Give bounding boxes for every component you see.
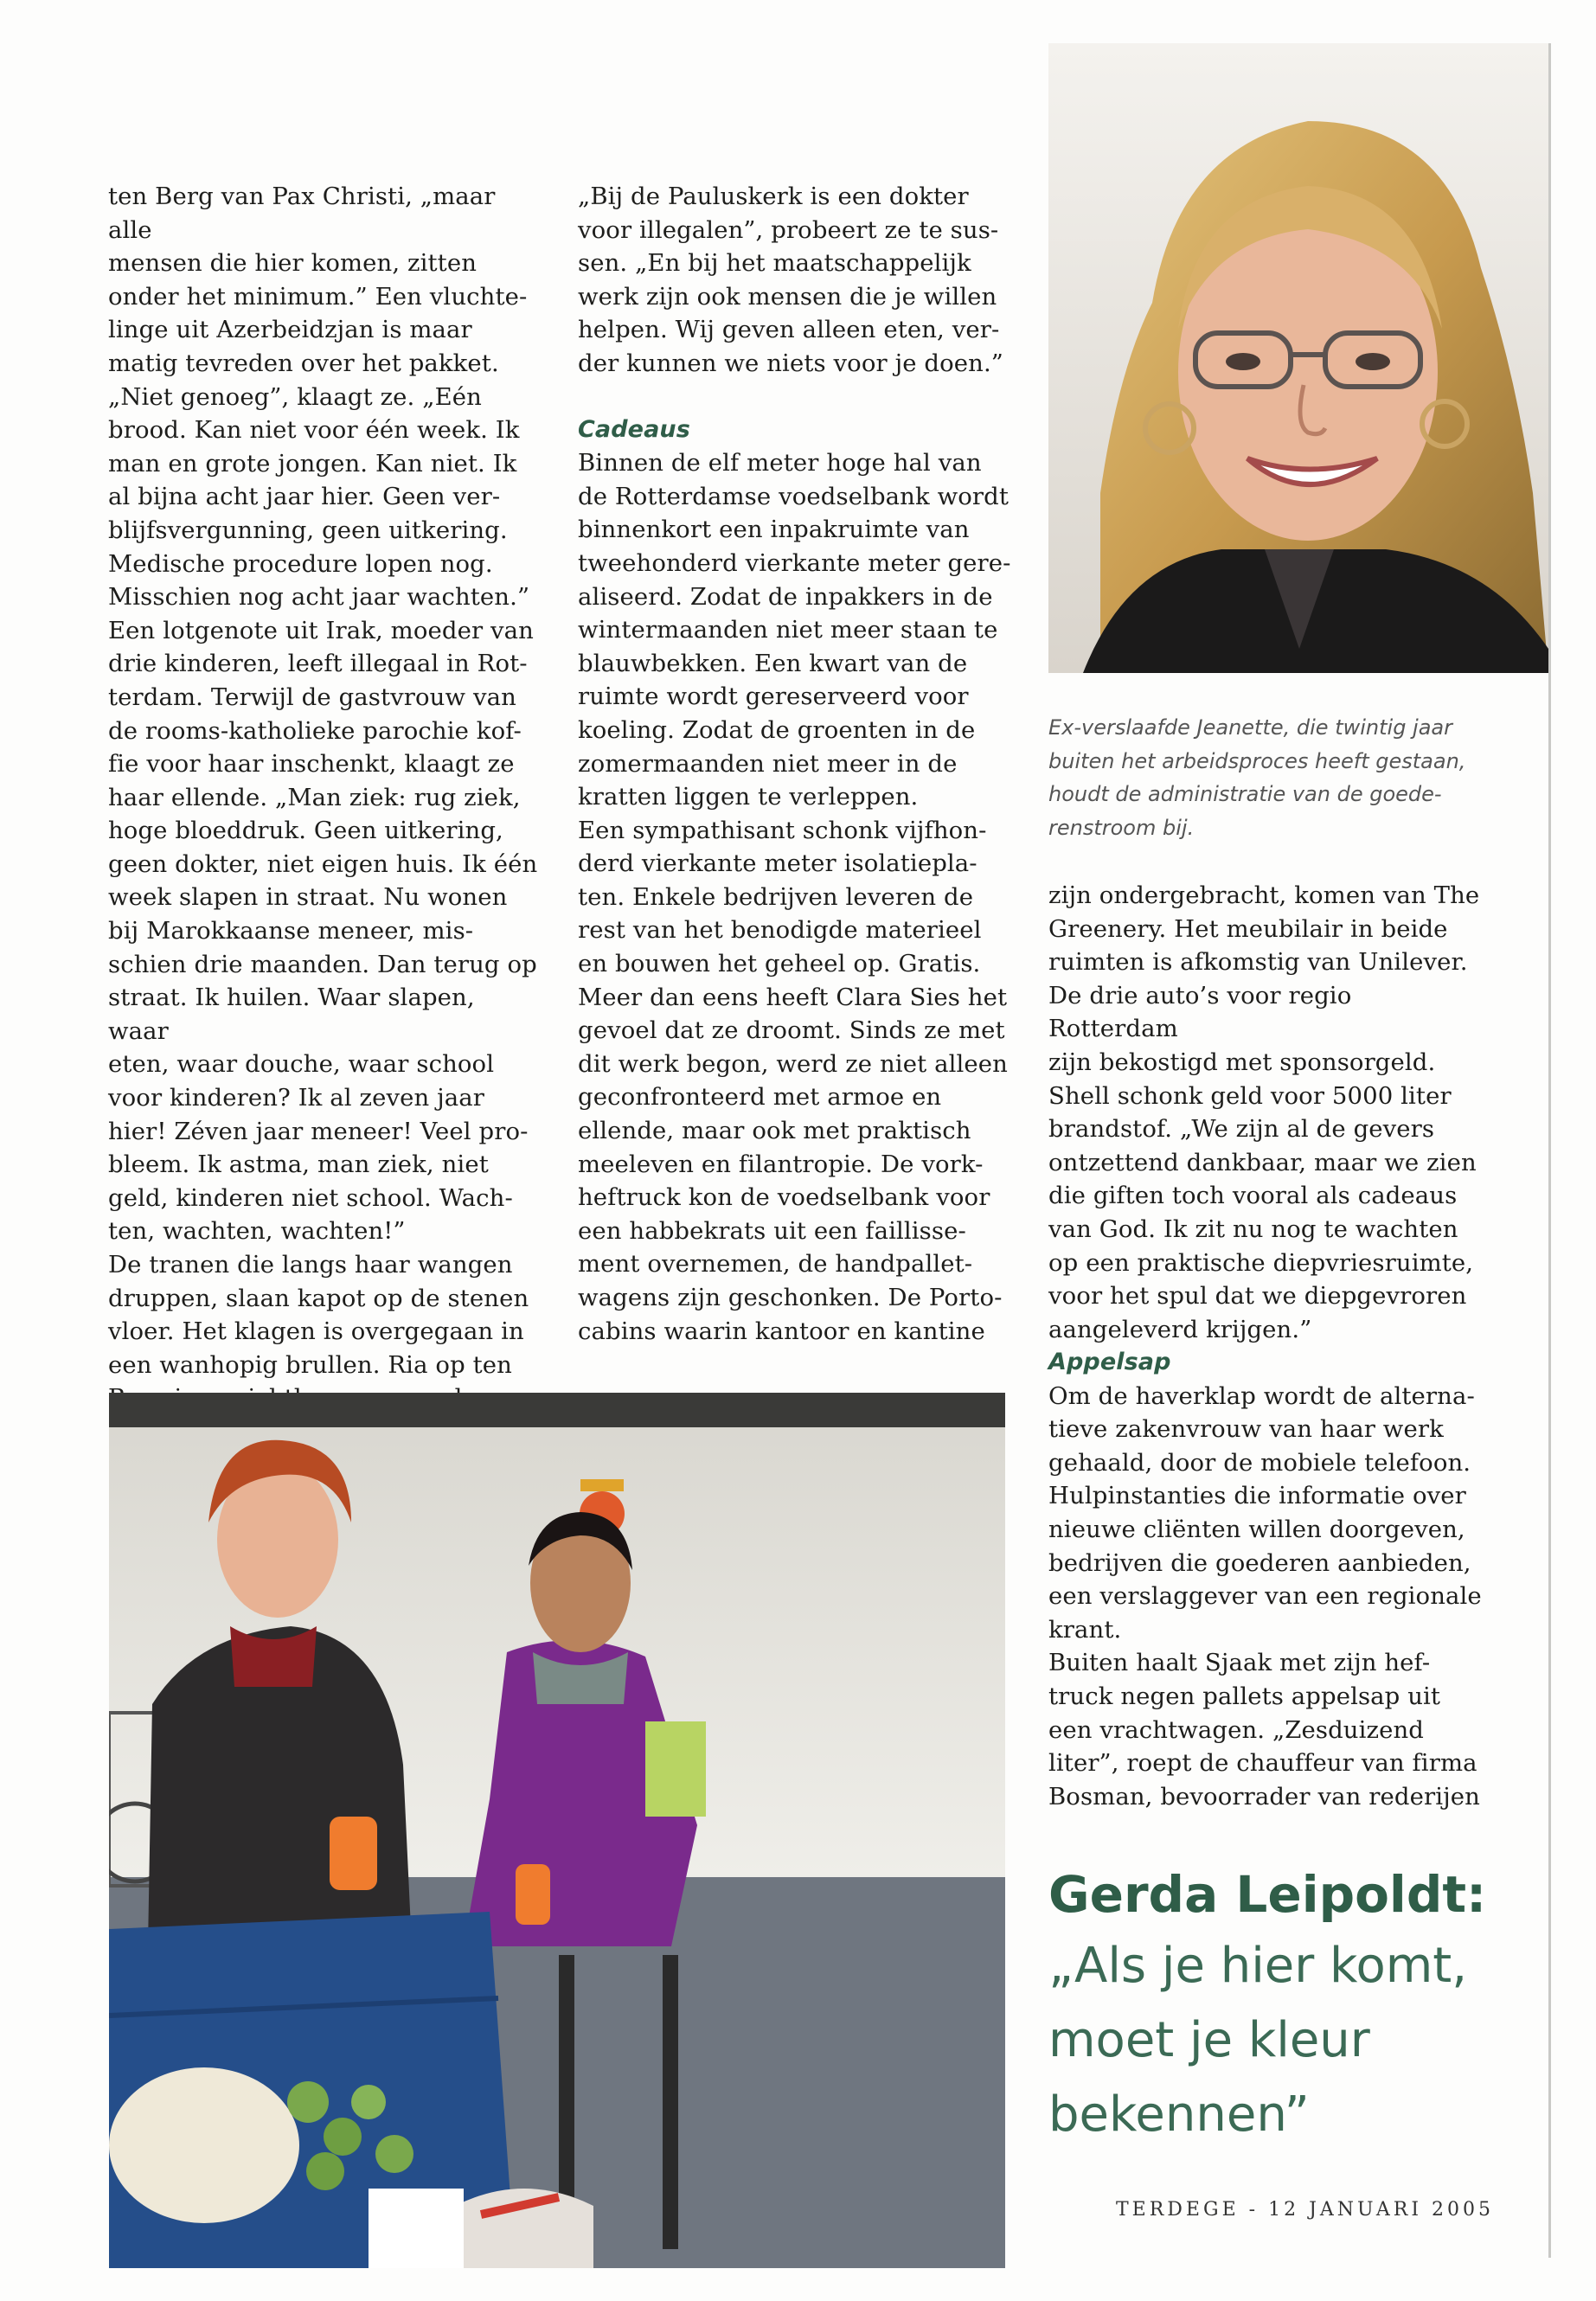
text-line: en bouwen het geheel op. Gratis. bbox=[578, 950, 981, 978]
text-line: De drie auto’s voor regio Rotterdam bbox=[1048, 981, 1352, 1043]
text-line: ellende, maar ook met praktisch bbox=[578, 1117, 971, 1145]
text-line: „Niet genoeg”, klaagt ze. „Eén bbox=[108, 382, 482, 411]
text-line: straat. Ik huilen. Waar slapen, waar bbox=[108, 984, 475, 1045]
photo-caption bbox=[1048, 711, 1516, 844]
text-line: van God. Ik zit nu nog te wachten bbox=[1048, 1215, 1458, 1243]
text-line: „Bij de Pauluskerk is een dokter bbox=[578, 183, 969, 210]
article-column-1 bbox=[108, 180, 541, 1415]
text-line: cabins waarin kantoor en kantine bbox=[578, 1317, 985, 1345]
text-line: Meer dan eens heeft Clara Sies het bbox=[578, 983, 1008, 1011]
text-line: die giften toch vooral als cadeaus bbox=[1048, 1182, 1458, 1210]
text-line: dit werk begon, werd ze niet alleen bbox=[578, 1049, 1008, 1078]
text-line: zomermaanden niet meer in de bbox=[578, 749, 958, 778]
text-line: Om de haverklap wordt de alterna- bbox=[1048, 1381, 1475, 1410]
text-line: Bosman, bevoorrader van rederijen bbox=[1048, 1782, 1480, 1811]
text-line: eten, waar douche, waar school bbox=[108, 1050, 495, 1079]
text-line: De tranen die langs haar wangen bbox=[108, 1251, 513, 1279]
text-line: ment overnemen, de handpallet- bbox=[578, 1250, 973, 1279]
text-line: een vrachtwagen. „Zesduizend bbox=[1048, 1715, 1424, 1744]
text-line: mensen die hier komen, zitten bbox=[108, 249, 478, 278]
text-line: ten, wachten, wachten!” bbox=[108, 1217, 406, 1246]
text-line: geconfronteerd met armoe en bbox=[578, 1083, 942, 1112]
text-line: ten Berg van Pax Christi, „maar alle bbox=[108, 183, 496, 244]
text-line: voor kinderen? Ik al zeven jaar bbox=[108, 1084, 484, 1112]
text-line: binnenkort een inpakruimte van bbox=[578, 516, 970, 544]
text-line: wagens zijn geschonken. De Porto- bbox=[578, 1284, 1003, 1311]
text-line: ontzettend dankbaar, maar we zien bbox=[1048, 1148, 1477, 1176]
pull-quote-line: bekennen” bbox=[1048, 2086, 1310, 2143]
text-line: de Rotterdamse voedselbank wordt bbox=[578, 482, 1009, 510]
text-line: de rooms-katholieke parochie kof- bbox=[108, 716, 522, 745]
text-line: kratten liggen te verleppen. bbox=[578, 783, 919, 811]
text-line: bleem. Ik astma, man ziek, niet bbox=[108, 1150, 489, 1179]
text-line: terdam. Terwijl de gastvrouw van bbox=[108, 683, 516, 711]
text-line: aangeleverd krijgen.” bbox=[1048, 1315, 1312, 1343]
caption-line: buiten het arbeidsproces heeft gestaan, bbox=[1048, 748, 1466, 773]
text-line: gehaald, door de mobiele telefoon. bbox=[1048, 1448, 1471, 1477]
text-line: helpen. Wij geven alleen eten, ver- bbox=[578, 316, 1000, 344]
text-line: brandstof. „We zijn al de gevers bbox=[1048, 1115, 1435, 1144]
text-line: linge uit Azerbeidzjan is maar bbox=[108, 316, 472, 344]
text-line: liter”, roept de chauffeur van firma bbox=[1048, 1749, 1477, 1778]
text-line: truck negen pallets appelsap uit bbox=[1048, 1682, 1441, 1710]
text-line: der kunnen we niets voor je doen.” bbox=[578, 349, 1003, 377]
text-line: een habbekrats uit een faillisse- bbox=[578, 1216, 966, 1245]
text-line: sen. „En bij het maatschappelijk bbox=[578, 249, 971, 278]
text-line: heftruck kon de voedselbank voor bbox=[578, 1183, 990, 1212]
text-line: blauwbekken. Een kwart van de bbox=[578, 649, 968, 677]
text-line: ruimten is afkomstig van Unilever. bbox=[1048, 948, 1468, 977]
text-line: voor het spul dat we diepgevroren bbox=[1048, 1282, 1467, 1311]
text-line: Shell schonk geld voor 5000 liter bbox=[1048, 1081, 1452, 1110]
text-line: Greenery. Het meubilair in beide bbox=[1048, 914, 1448, 943]
text-line: vloer. Het klagen is overgegaan in bbox=[108, 1317, 524, 1346]
article-column-3-appelsap bbox=[1048, 1346, 1485, 1813]
text-line: fie voor haar inschenkt, klaagt ze bbox=[108, 750, 515, 779]
text-line: derd vierkante meter isolatiepla- bbox=[578, 849, 977, 878]
text-line: Een lotgenote uit Irak, moeder van bbox=[108, 616, 534, 644]
caption-line: Ex-verslaafde Jeanette, die twintig jaar bbox=[1048, 715, 1453, 740]
text-line: drie kinderen, leeft illegaal in Rot- bbox=[108, 650, 528, 678]
article-column-3 bbox=[1048, 879, 1485, 1346]
text-line: al bijna acht jaar hier. Geen ver- bbox=[108, 483, 501, 511]
text-line: Medische procedure lopen nog. bbox=[108, 549, 493, 578]
text-line: brood. Kan niet voor één week. Ik bbox=[108, 416, 520, 445]
text-line: onder het minimum.” Een vluchte- bbox=[108, 282, 528, 311]
text-line: koeling. Zodat de groenten in de bbox=[578, 715, 976, 744]
text-line: wintermaanden niet meer staan te bbox=[578, 616, 998, 644]
footer-separator: - bbox=[1248, 2199, 1259, 2221]
text-line: man en grote jongen. Kan niet. Ik bbox=[108, 449, 517, 478]
pull-quote-line: moet je kleur bbox=[1048, 2012, 1370, 2068]
text-line: blijfsvergunning, geen uitkering. bbox=[108, 516, 508, 544]
page-footer bbox=[1116, 2199, 1494, 2221]
footer-date: 12 JANUARI 2005 bbox=[1268, 2199, 1495, 2221]
text-line: druppen, slaan kapot op de stenen bbox=[108, 1284, 529, 1312]
text-line: hier! Zéven jaar meneer! Veel pro- bbox=[108, 1117, 529, 1145]
text-line: bij Marokkaanse meneer, mis- bbox=[108, 917, 474, 945]
text-line: tweehonderd vierkante meter gere- bbox=[578, 548, 1011, 577]
caption-line: houdt de administratie van de goede- bbox=[1048, 782, 1442, 806]
text-line: werk zijn ook mensen die je willen bbox=[578, 282, 997, 311]
text-line: een verslaggever van een regionale bbox=[1048, 1582, 1482, 1611]
pull-quote-line: „Als je hier komt, bbox=[1048, 1938, 1468, 1994]
food-bank-photo-illustration bbox=[109, 1393, 1005, 2268]
footer-magazine-name: TERDEGE bbox=[1116, 2199, 1240, 2221]
text-line: week slapen in straat. Nu wonen bbox=[108, 883, 508, 912]
text-line: ten. Enkele bedrijven leveren de bbox=[578, 882, 974, 911]
caption-line: renstroom bij. bbox=[1048, 815, 1195, 840]
text-line: een wanhopig brullen. Ria op ten bbox=[108, 1350, 512, 1379]
page-edge-shadow bbox=[1548, 43, 1551, 2258]
text-line: Binnen de elf meter hoge hal van bbox=[578, 449, 982, 478]
text-line: zijn bekostigd met sponsorgeld. bbox=[1048, 1048, 1436, 1076]
text-line: Hulpinstanties die informatie over bbox=[1048, 1482, 1466, 1510]
text-line: hoge bloeddruk. Geen uitkering, bbox=[108, 817, 503, 845]
text-line: haar ellende. „Man ziek: rug ziek, bbox=[108, 783, 521, 811]
text-line: voor illegalen”, probeert ze te sus- bbox=[578, 215, 999, 244]
pull-quote bbox=[1048, 1860, 1533, 2152]
text-line: tieve zakenvrouw van haar werk bbox=[1048, 1415, 1444, 1444]
text-line: aliseerd. Zodat de inpakkers in de bbox=[578, 582, 993, 611]
text-line: schien drie maanden. Dan terug op bbox=[108, 950, 537, 978]
text-line: rest van het benodigde materieel bbox=[578, 916, 982, 945]
food-bank-photo bbox=[109, 1393, 1005, 2268]
portrait-photo-illustration bbox=[1048, 43, 1548, 673]
text-line: gevoel dat ze droomt. Sinds ze met bbox=[578, 1016, 1005, 1045]
pull-quote-name: Gerda Leipoldt: bbox=[1048, 1865, 1487, 1924]
text-line: geld, kinderen niet school. Wach- bbox=[108, 1183, 513, 1212]
text-line: bedrijven die goederen aanbieden, bbox=[1048, 1548, 1471, 1577]
text-line: Misschien nog acht jaar wachten.” bbox=[108, 583, 530, 612]
text-line: meeleven en filantropie. De vork- bbox=[578, 1150, 984, 1178]
subheading-cadeaus: Cadeaus bbox=[578, 415, 690, 443]
text-line: zijn ondergebracht, komen van The bbox=[1048, 881, 1480, 909]
text-line: Een sympathisant schonk vijfhon- bbox=[578, 816, 987, 844]
text-line: op een praktische diepvriesruimte, bbox=[1048, 1248, 1474, 1277]
text-line: Buiten haalt Sjaak met zijn hef- bbox=[1048, 1649, 1431, 1677]
text-line: geen dokter, niet eigen huis. Ik één bbox=[108, 849, 538, 878]
text-line: matig tevreden over het pakket. bbox=[108, 349, 499, 377]
portrait-photo bbox=[1048, 43, 1548, 673]
text-line: ruimte wordt gereserveerd voor bbox=[578, 683, 969, 711]
subheading-appelsap: Appelsap bbox=[1048, 1349, 1171, 1375]
article-column-2 bbox=[578, 180, 1015, 1348]
text-line: krant. bbox=[1048, 1615, 1122, 1644]
text-line: nieuwe cliënten willen doorgeven, bbox=[1048, 1515, 1465, 1543]
